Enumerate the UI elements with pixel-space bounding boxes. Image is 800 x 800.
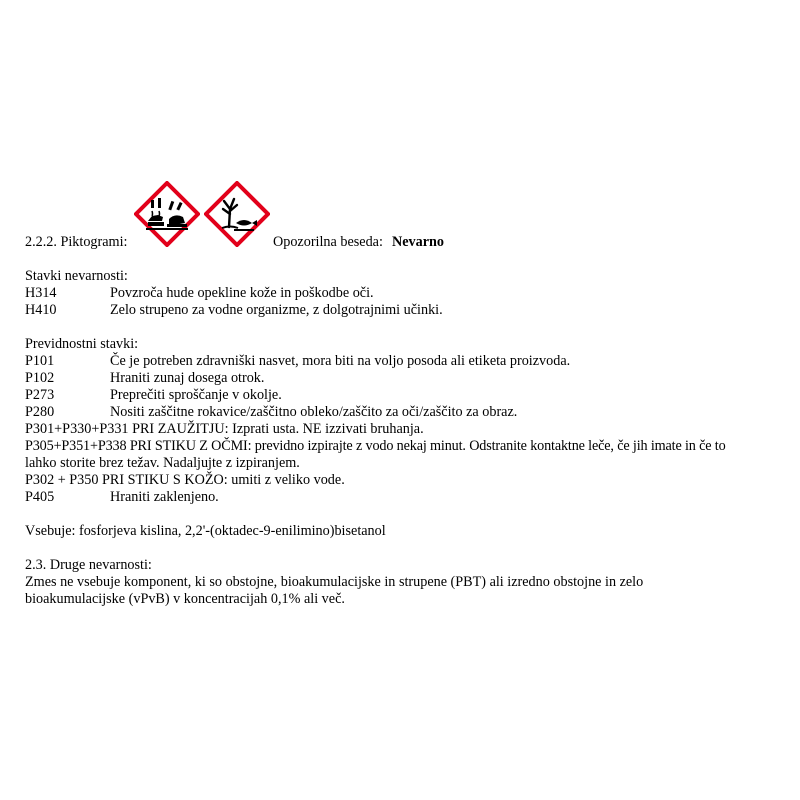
precaution-title: Previdnostni stavki: bbox=[25, 336, 139, 352]
statement-code: P273 bbox=[25, 387, 55, 403]
pictograms-label: 2.2.2. Piktogrami: bbox=[25, 234, 128, 250]
statement-code: P405 bbox=[25, 489, 55, 505]
list-item bbox=[0, 302, 800, 319]
statement-text: Povzroča hude opekline kože in poškodbe oči. bbox=[110, 285, 374, 301]
signal-word: Nevarno bbox=[392, 234, 445, 250]
section-23-line1: Zmes ne vsebuje komponent, ki so obstojne, bioakumulacijske in strupene (PBT) ali izredno obstojne in zelo bbox=[25, 574, 644, 590]
statement-code: P102 bbox=[25, 370, 55, 386]
statement-text: Nositi zaščitne rokavice/zaščitno obleko/zaščito za oči/zaščito za obraz. bbox=[110, 404, 518, 420]
statement-text: Če je potreben zdravniški nasvet, mora biti na voljo posoda ali etiketa proizvoda. bbox=[110, 353, 571, 369]
statement-p305-line2: lahko storite brez težav. Nadaljujte z izpiranjem. bbox=[25, 455, 300, 471]
statement-text: Preprečiti sproščanje v okolje. bbox=[110, 387, 282, 403]
statement-code: P101 bbox=[25, 353, 55, 369]
statement-text: Zelo strupeno za vodne organizme, z dolgotrajnimi učinki. bbox=[110, 302, 443, 318]
statement-code: H314 bbox=[25, 285, 57, 301]
signal-word-label: Opozorilna beseda: bbox=[273, 234, 383, 250]
statement-text: Hraniti zunaj dosega otrok. bbox=[110, 370, 265, 386]
statement-code: H410 bbox=[25, 302, 57, 318]
statement-text: Hraniti zaklenjeno. bbox=[110, 489, 219, 505]
contains-text: Vsebuje: fosforjeva kislina, 2,2'-(oktadec-9-enilimino)bisetanol bbox=[25, 523, 386, 539]
section-23-line2: bioakumulacijske (vPvB) v koncentracijah 0,1% ali več. bbox=[25, 591, 345, 607]
list-item bbox=[0, 404, 800, 421]
statement-code: P280 bbox=[25, 404, 55, 420]
list-item bbox=[0, 370, 800, 387]
list-item bbox=[0, 489, 800, 506]
pictograms-row bbox=[0, 234, 800, 251]
statement-p305-line1: P305+P351+P338 PRI STIKU Z OČMI: previdno izpirajte z vodo nekaj minut. Odstranite kontaktne leče, če jih imate in če to bbox=[25, 438, 726, 454]
list-item bbox=[0, 353, 800, 370]
section-23-title: 2.3. Druge nevarnosti: bbox=[25, 557, 152, 573]
hazard-title: Stavki nevarnosti: bbox=[25, 268, 128, 284]
statement-p301: P301+P330+P331 PRI ZAUŽITJU: Izprati usta. NE izzivati bruhanja. bbox=[25, 421, 424, 437]
list-item bbox=[0, 387, 800, 404]
list-item bbox=[0, 285, 800, 302]
statement-p302: P302 + P350 PRI STIKU S KOŽO: umiti z veliko vode. bbox=[25, 472, 345, 488]
